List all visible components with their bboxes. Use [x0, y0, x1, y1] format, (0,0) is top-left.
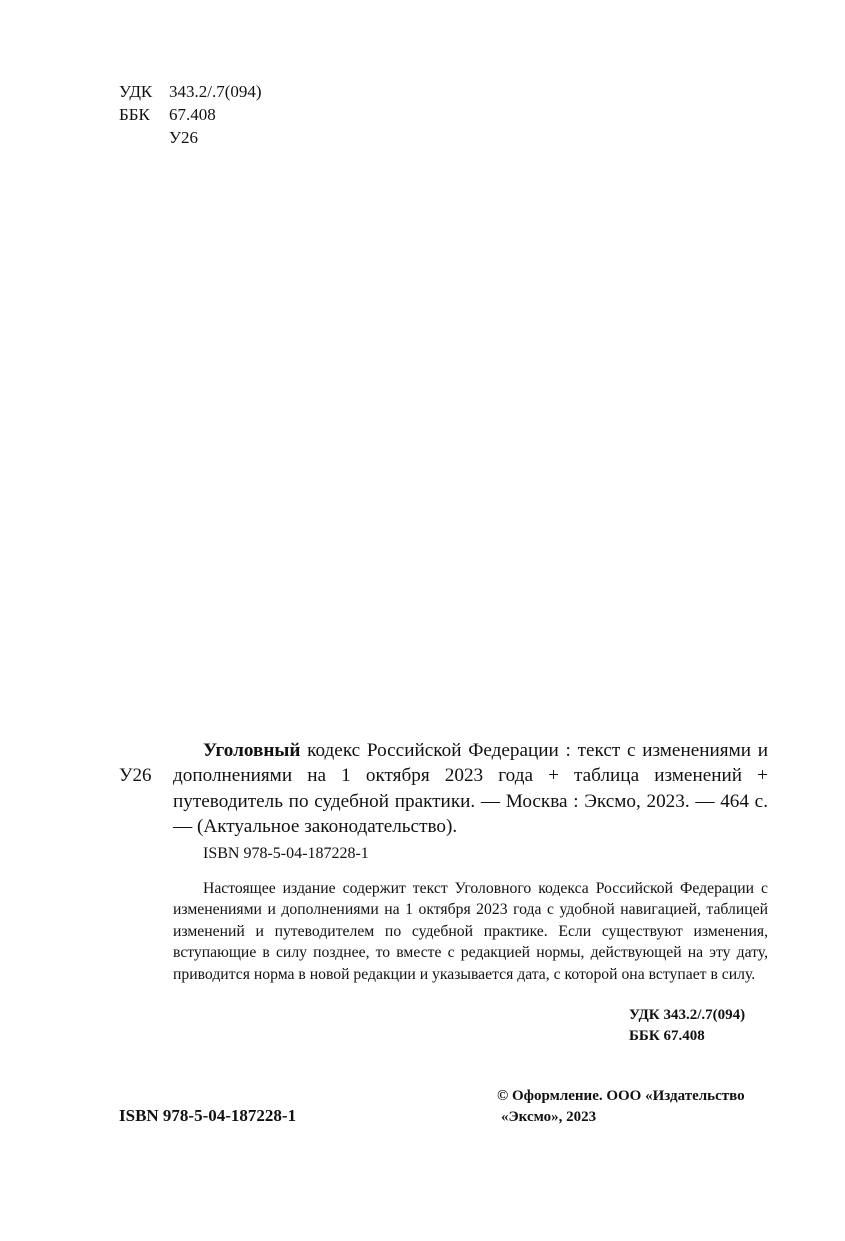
udk-value: 343.2/.7(094) — [169, 82, 262, 101]
udk-label: УДК — [119, 82, 153, 101]
description-text: кодекс Российской Федерации : текст с изменениями и дополнениями на 1 октября 2023 года + таблица изменений + путеводитель по судебной практики. — Москва : Эксмо, 2023. — 464 с. — (Актуальное законодательство). — [173, 740, 768, 837]
isbn-entry: ISBN 978-5-04-187228-1 — [203, 845, 369, 862]
bbk-footer: ББК 67.408 — [629, 1028, 705, 1044]
copyright-block — [497, 1086, 745, 1128]
isbn-footer: ISBN 978-5-04-187228-1 — [119, 1106, 297, 1125]
title-bold: Уголовный — [203, 740, 301, 761]
bbk-value: 67.408 — [169, 105, 216, 124]
author-sign-entry: У26 — [119, 765, 152, 786]
copyright-line-1: © Оформление. ООО «Издательство — [497, 1088, 745, 1104]
udk-header-row — [119, 81, 262, 103]
author-sign-header: У26 — [169, 128, 199, 147]
udk-footer: УДК 343.2/.7(094) — [629, 1007, 746, 1023]
bbk-header-row — [119, 104, 216, 126]
annotation-text: Настоящее издание содержит текст Уголовного кодекса Российской Федерации с изменениями и дополнениями на 1 октября 2023 года с удобной навигацией, таблицей изменений и путеводителем по судебной практике. Если существуют изменения, вступающие в силу позднее, то вместе с редакцией нормы, действующей на эту дату, приводится норма в новой редакции и указывается дата, с которой она вступает в силу. — [173, 880, 768, 983]
bbk-label: ББК — [119, 105, 150, 124]
bibliographic-description — [173, 738, 768, 839]
copyright-line-2: «Эксмо», 2023 — [501, 1109, 597, 1125]
author-sign-header-row — [119, 127, 198, 149]
